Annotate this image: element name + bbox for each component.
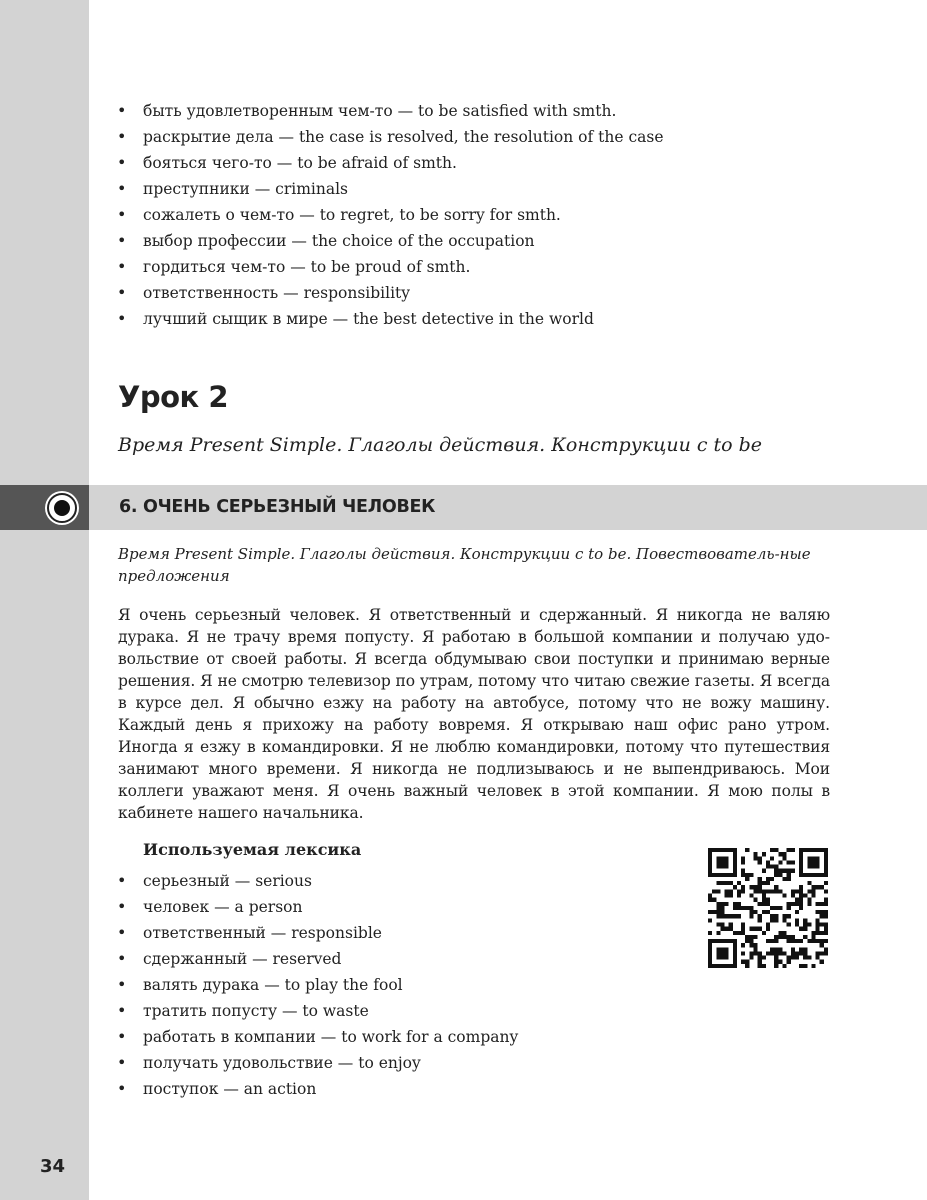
top-vocab-list [117, 98, 664, 332]
list-item: • сожалеть о чем-то — to regret, to be sorry for smth. [117, 202, 664, 228]
list-item: • лучший сыщик в мире — the best detective in the world [117, 306, 664, 332]
list-item: • выбор профессии — the choice of the occupation [117, 228, 664, 254]
list-item: • получать удовольствие — to enjoy [117, 1050, 518, 1076]
list-item: • человек — a person [117, 894, 518, 920]
story-text: Я очень серьезный человек. Я ответственный и сдержанный. Я никогда не валяю дурака. Я не трачу время попусту. Я работаю в большой компании и получаю удовольствие от своей работы. Я всегда обдумываю свои поступки и принимаю верные решения. Я не смотрю телевизор по утрам, потому что читаю свежие газеты. Я всегда в курсе дел. Я обычно езжу на работу на автобусе, потому что не вожу машину. Каждый день я прихожу на работу вовремя. Я открываю наш офис рано утром. Иногда я езжу в командировки. Я не люблю командировки, потому что путешествия занимают много времени. Я никогда не подлизываюсь и не выпендриваюсь. Мои коллеги уважают меня. Я очень важный человек в этой компании. Я мою полы в кабинете нашего начальника. [118, 606, 830, 822]
list-item: • ответственный — responsible [117, 920, 518, 946]
lesson-title: Урок 2 [118, 380, 228, 414]
list-item: • поступок — an action [117, 1076, 518, 1102]
section-title: 6. ОЧЕНЬ СЕРЬЕЗНЫЙ ЧЕЛОВЕК [119, 497, 436, 517]
list-item: • валять дурака — to play the fool [117, 972, 518, 998]
qr-code-icon[interactable] [708, 848, 828, 968]
list-item: • бояться чего-то — to be afraid of smth. [117, 150, 664, 176]
list-item: • гордиться чем-то — to be proud of smth. [117, 254, 664, 280]
page-number: 34 [40, 1156, 66, 1177]
vocab-heading: Используемая лексика [143, 840, 362, 859]
left-margin [0, 0, 89, 1200]
lesson-subtitle: Время Present Simple. Глаголы действия. Конструкции с to be [118, 434, 763, 456]
section-description: Время Present Simple. Глаголы действия. Конструкции с to be. Повествователь-ные предложения [118, 545, 811, 585]
list-item: • ответственность — responsibility [117, 280, 664, 306]
list-item: • серьезный — serious [117, 868, 518, 894]
list-item: • сдержанный — reserved [117, 946, 518, 972]
list-item: • работать в компании — to work for a company [117, 1024, 518, 1050]
audio-disc-icon[interactable] [44, 490, 80, 526]
list-item: • быть удовлетворенным чем-то — to be satisfied with smth. [117, 98, 664, 124]
section-vocab-list [117, 868, 518, 1102]
list-item: • преступники — criminals [117, 176, 664, 202]
list-item: • тратить попусту — to waste [117, 998, 518, 1024]
list-item: • раскрытие дела — the case is resolved, the resolution of the case [117, 124, 664, 150]
